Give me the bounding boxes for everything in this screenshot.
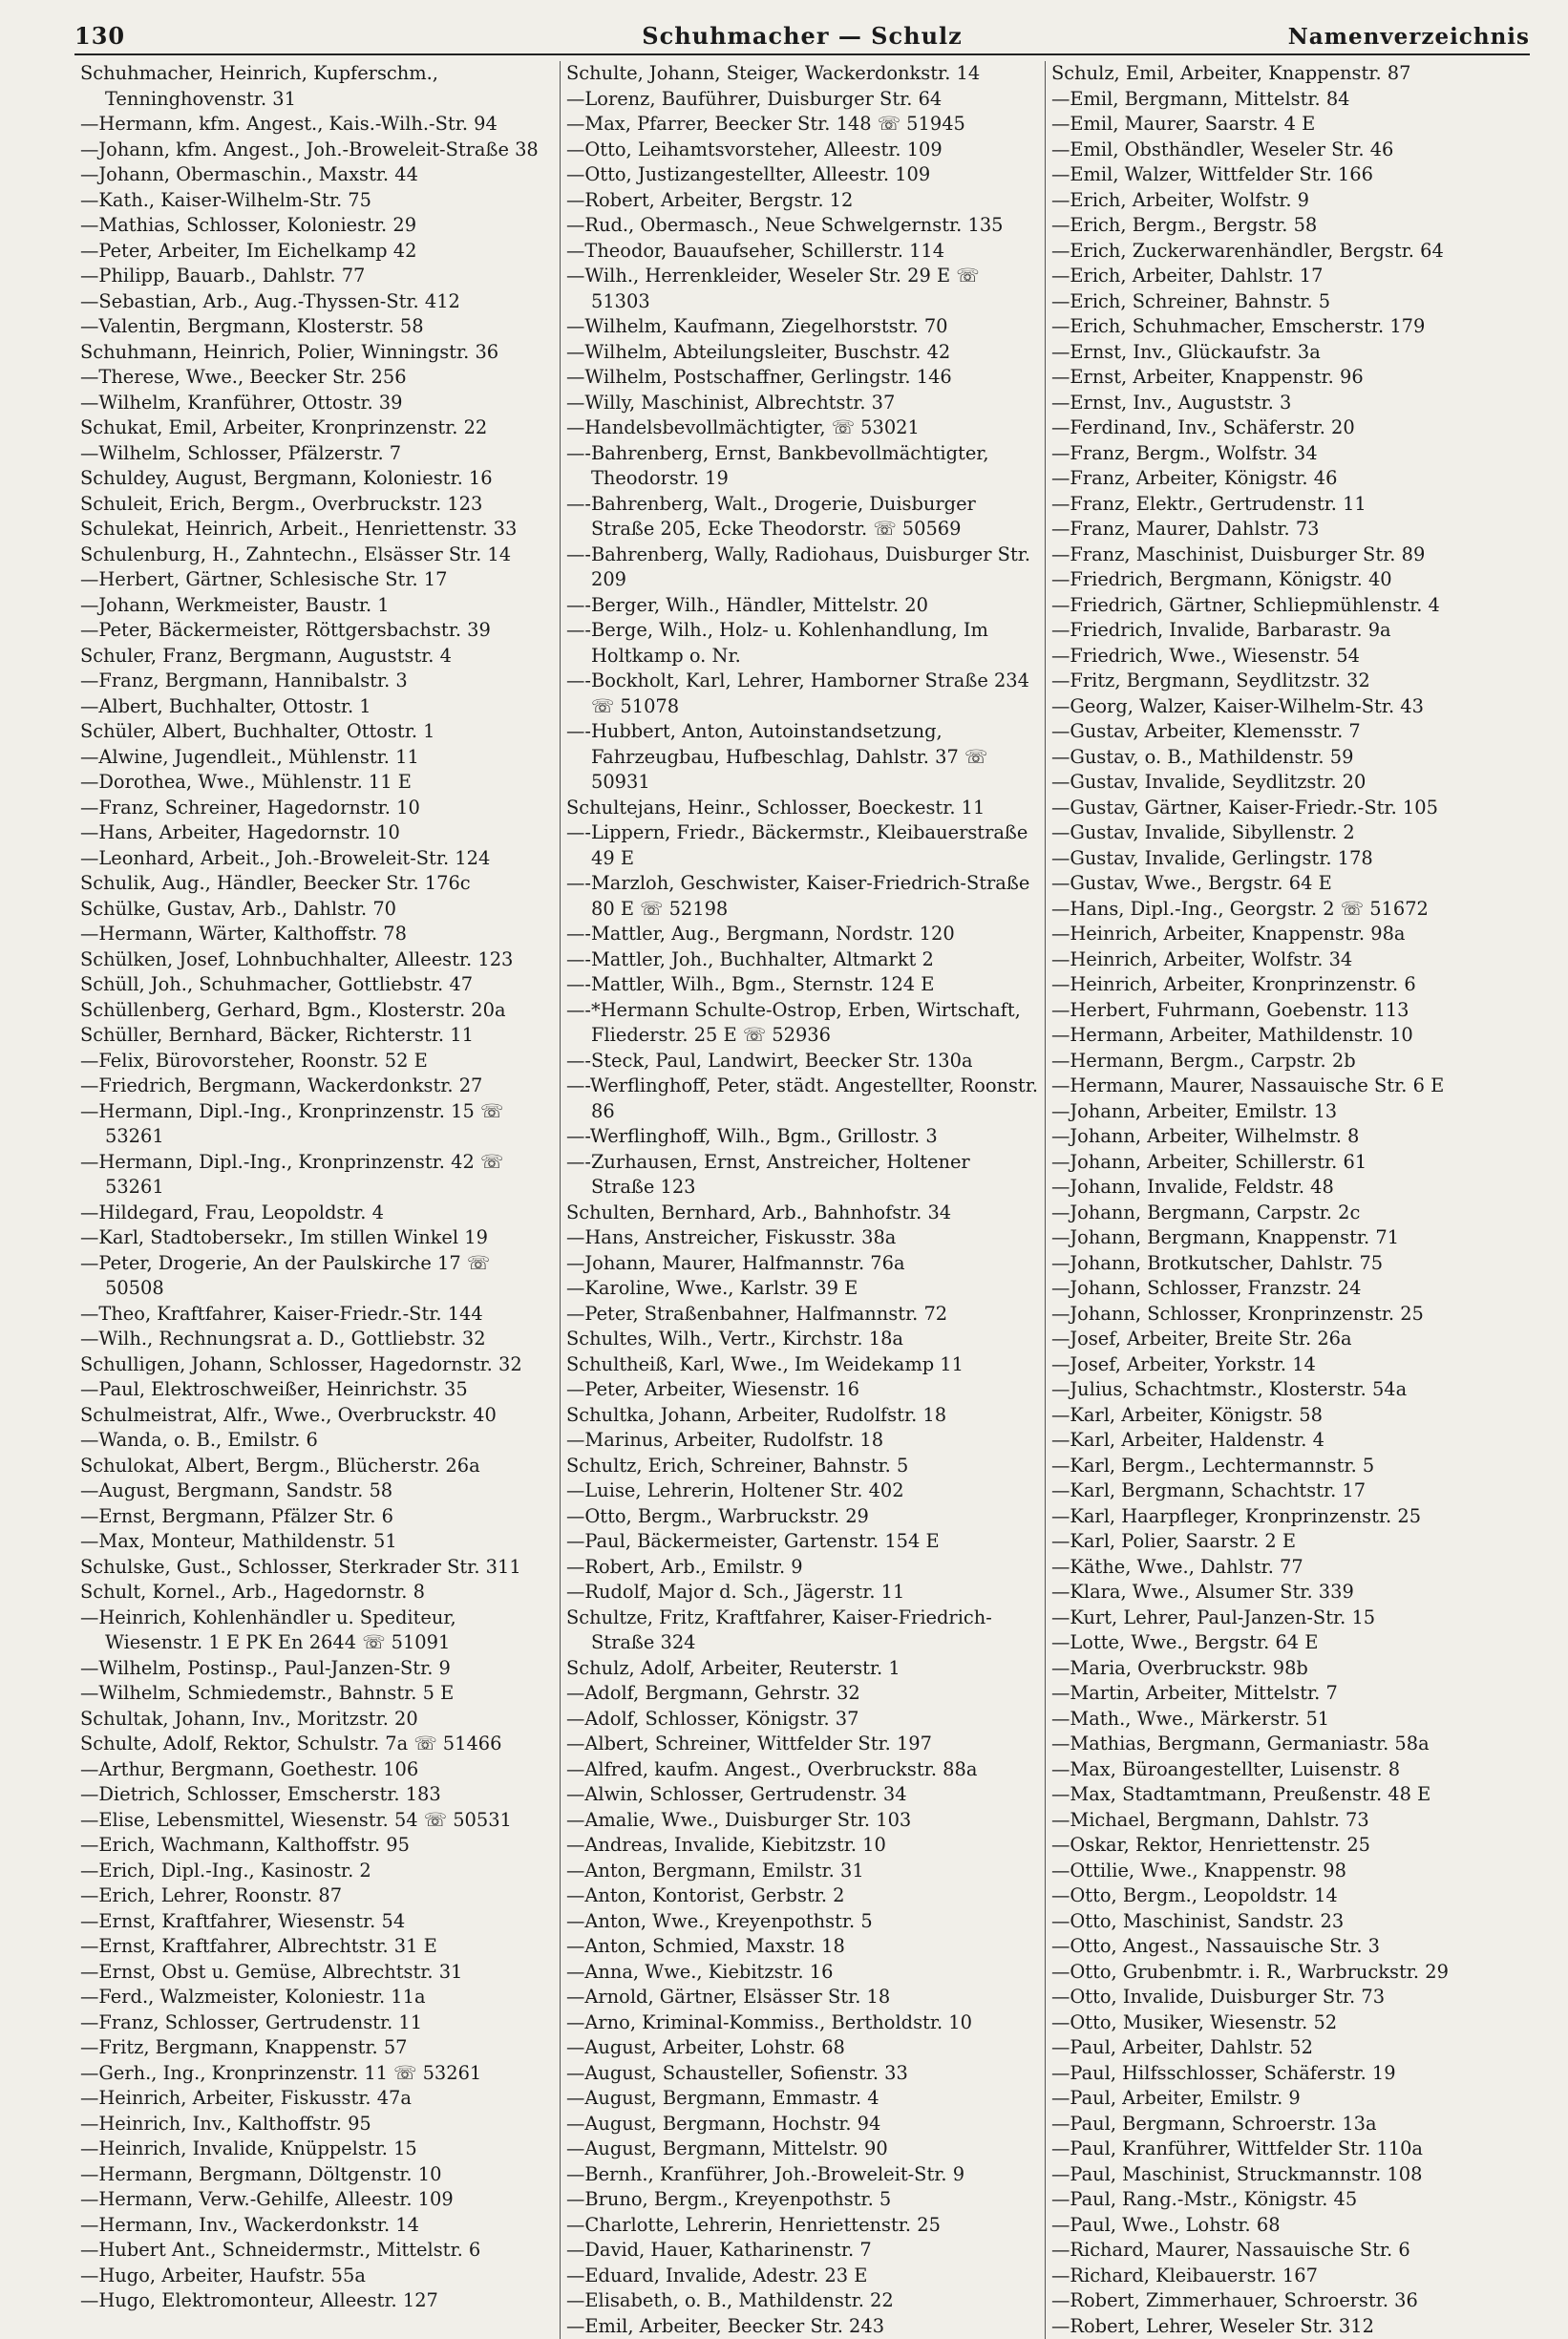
directory-entry: Schulz, Emil, Arbeiter, Knappenstr. 87 [1051, 61, 1524, 87]
directory-entry: —-Mattler, Aug., Bergmann, Nordstr. 120 [566, 922, 1039, 947]
directory-entry: —Rud., Obermasch., Neue Schwelgernstr. 135 [566, 213, 1039, 239]
directory-entry: —Karoline, Wwe., Karlstr. 39 E [566, 1276, 1039, 1302]
directory-entry: —Franz, Schreiner, Hagedornstr. 10 [80, 796, 554, 821]
directory-entry: —August, Bergmann, Hochstr. 94 [566, 2112, 1039, 2137]
directory-entry: —Johann, Schlosser, Kronprinzenstr. 25 [1051, 1302, 1524, 1328]
directory-entry: —Wilh., Rechnungsrat a. D., Gottliebstr. 32 [80, 1327, 554, 1352]
directory-entry: Schüller, Bernhard, Bäcker, Richterstr. 11 [80, 1023, 554, 1049]
directory-entry: —Hermann, Dipl.-Ing., Kronprinzenstr. 42 ☏ 53261 [80, 1150, 554, 1201]
directory-entry: —Richard, Maurer, Nassauische Str. 6 [1051, 2238, 1524, 2264]
directory-entry: —Johann, Schlosser, Franzstr. 24 [1051, 1276, 1524, 1302]
directory-entry: —Eduard, Invalide, Adestr. 23 E [566, 2264, 1039, 2289]
directory-entry: —Heinrich, Kohlenhändler u. Spediteur, Wiesenstr. 1 E PK En 2644 ☏ 51091 [80, 1605, 554, 1656]
directory-entry: —Bernh., Kranführer, Joh.-Broweleit-Str. 9 [566, 2162, 1039, 2188]
directory-entry: —August, Bergmann, Mittelstr. 90 [566, 2137, 1039, 2162]
directory-entry: —Johann, Maurer, Halfmannstr. 76a [566, 1251, 1039, 1277]
directory-entry: —Otto, Invalide, Duisburger Str. 73 [1051, 1985, 1524, 2010]
directory-entry: —-Zurhausen, Ernst, Anstreicher, Holtener Straße 123 [566, 1150, 1039, 1201]
directory-entry: —Wilhelm, Kaufmann, Ziegelhorststr. 70 [566, 314, 1039, 340]
directory-entry: Schultheiß, Karl, Wwe., Im Weidekamp 11 [566, 1352, 1039, 1378]
directory-entry: —Erich, Schuhmacher, Emscherstr. 179 [1051, 314, 1524, 340]
directory-column-1 [74, 61, 560, 2339]
directory-entry: —-Bahrenberg, Ernst, Bankbevollmächtigter, Theodorstr. 19 [566, 441, 1039, 492]
directory-entry: —Hermann, kfm. Angest., Kais.-Wilh.-Str. 94 [80, 112, 554, 138]
directory-entry: —Arnold, Gärtner, Elsässer Str. 18 [566, 1985, 1039, 2010]
directory-entry: Schuler, Franz, Bergmann, Auguststr. 4 [80, 644, 554, 670]
directory-entry: —Franz, Arbeiter, Königstr. 46 [1051, 466, 1524, 492]
directory-entry: —Karl, Bergm., Lechtermannstr. 5 [1051, 1454, 1524, 1479]
directory-entry: —Marinus, Arbeiter, Rudolfstr. 18 [566, 1428, 1039, 1454]
directory-entry: —Bruno, Bergm., Kreyenpothstr. 5 [566, 2187, 1039, 2213]
directory-entry: —Ernst, Obst u. Gemüse, Albrechtstr. 31 [80, 1960, 554, 1986]
directory-entry: Schultz, Erich, Schreiner, Bahnstr. 5 [566, 1454, 1039, 1479]
directory-entry: —Paul, Maschinist, Struckmannstr. 108 [1051, 2162, 1524, 2188]
directory-entry: —Maria, Overbruckstr. 98b [1051, 1656, 1524, 1682]
directory-entry: —Hermann, Arbeiter, Mathildenstr. 10 [1051, 1023, 1524, 1049]
directory-entry: Schulekat, Heinrich, Arbeit., Henriettenstr. 33 [80, 517, 554, 542]
directory-entry: —August, Schausteller, Sofienstr. 33 [566, 2061, 1039, 2087]
directory-entry: Schuhmacher, Heinrich, Kupferschm., Tenninghovenstr. 31 [80, 61, 554, 112]
directory-entry: —Dorothea, Wwe., Mühlenstr. 11 E [80, 770, 554, 796]
directory-entry: —-Werflinghoff, Peter, städt. Angestellter, Roonstr. 86 [566, 1074, 1039, 1124]
directory-entry: —Math., Wwe., Märkerstr. 51 [1051, 1707, 1524, 1733]
directory-entry: —Luise, Lehrerin, Holtener Str. 402 [566, 1478, 1039, 1504]
directory-entry: —-Marzloh, Geschwister, Kaiser-Friedrich-Straße 80 E ☏ 52198 [566, 871, 1039, 922]
directory-entry: —Peter, Drogerie, An der Paulskirche 17 ☏ 50508 [80, 1251, 554, 1302]
directory-entry: Schultka, Johann, Arbeiter, Rudolfstr. 18 [566, 1403, 1039, 1429]
directory-entry: —Karl, Bergmann, Schachtstr. 17 [1051, 1478, 1524, 1504]
directory-entry: —Julius, Schachtmstr., Klosterstr. 54a [1051, 1377, 1524, 1403]
directory-entry: —Friedrich, Wwe., Wiesenstr. 54 [1051, 644, 1524, 670]
directory-entry: —Mathias, Schlosser, Koloniestr. 29 [80, 213, 554, 239]
directory-entry: —Max, Pfarrer, Beecker Str. 148 ☏ 51945 [566, 112, 1039, 138]
directory-entry: —Hugo, Arbeiter, Haufstr. 55a [80, 2264, 554, 2289]
directory-entry: —Otto, Bergm., Leopoldstr. 14 [1051, 1883, 1524, 1909]
directory-entry: —Franz, Bergm., Wolfstr. 34 [1051, 441, 1524, 467]
directory-entry: —Gustav, Wwe., Bergstr. 64 E [1051, 871, 1524, 897]
directory-entry: —Handelsbevollmächtigter, ☏ 53021 [566, 415, 1039, 441]
directory-entry: —Heinrich, Arbeiter, Knappenstr. 98a [1051, 922, 1524, 947]
directory-entry: —Johann, Invalide, Feldstr. 48 [1051, 1175, 1524, 1201]
directory-entry: Schulske, Gust., Schlosser, Sterkrader Str. 311 [80, 1555, 554, 1581]
directory-entry: —Herbert, Fuhrmann, Goebenstr. 113 [1051, 998, 1524, 1024]
directory-entry: —Albert, Schreiner, Wittfelder Str. 197 [566, 1732, 1039, 1757]
directory-entry: —Sebastian, Arb., Aug.-Thyssen-Str. 412 [80, 289, 554, 315]
directory-entry: —Otto, Angest., Nassauische Str. 3 [1051, 1934, 1524, 1960]
directory-entry: —Hermann, Verw.-Gehilfe, Alleestr. 109 [80, 2187, 554, 2213]
directory-entry: —Valentin, Bergmann, Klosterstr. 58 [80, 314, 554, 340]
directory-entry: —Hermann, Bergm., Carpstr. 2b [1051, 1049, 1524, 1074]
directory-entry: —Johann, Brotkutscher, Dahlstr. 75 [1051, 1251, 1524, 1277]
directory-entry: —Alwine, Jugendleit., Mühlenstr. 11 [80, 745, 554, 771]
directory-entry: Schuhmann, Heinrich, Polier, Winningstr. 36 [80, 340, 554, 366]
directory-entry: Schulligen, Johann, Schlosser, Hagedornstr. 32 [80, 1352, 554, 1378]
directory-entry: —-Mattler, Wilh., Bgm., Sternstr. 124 E [566, 972, 1039, 998]
directory-entry: —Erich, Bergm., Bergstr. 58 [1051, 213, 1524, 239]
page-header [74, 17, 1530, 55]
directory-entry: —Johann, Werkmeister, Baustr. 1 [80, 593, 554, 619]
directory-entry: —Erich, Lehrer, Roonstr. 87 [80, 1883, 554, 1909]
directory-entry: —Friedrich, Gärtner, Schliepmühlenstr. 4 [1051, 593, 1524, 619]
directory-entry: —Heinrich, Arbeiter, Kronprinzenstr. 6 [1051, 972, 1524, 998]
directory-columns [74, 61, 1530, 2339]
directory-entry: —Gustav, o. B., Mathildenstr. 59 [1051, 745, 1524, 771]
directory-entry: Schulmeistrat, Alfr., Wwe., Overbruckstr. 40 [80, 1403, 554, 1429]
directory-entry: Schultejans, Heinr., Schlosser, Boeckestr. 11 [566, 796, 1039, 821]
directory-entry: —Philipp, Bauarb., Dahlstr. 77 [80, 264, 554, 289]
directory-entry: —Wilhelm, Schlosser, Pfälzerstr. 7 [80, 441, 554, 467]
directory-entry: —Lotte, Wwe., Bergstr. 64 E [1051, 1630, 1524, 1656]
directory-entry: —Ernst, Bergmann, Pfälzer Str. 6 [80, 1504, 554, 1530]
directory-entry: Schultes, Wilh., Vertr., Kirchstr. 18a [566, 1327, 1039, 1352]
directory-entry: Schuldey, August, Bergmann, Koloniestr. 16 [80, 466, 554, 492]
directory-entry: Schultze, Fritz, Kraftfahrer, Kaiser-Friedrich-Straße 324 [566, 1605, 1039, 1656]
directory-entry: —Klara, Wwe., Alsumer Str. 339 [1051, 1580, 1524, 1605]
directory-entry: —Hans, Dipl.-Ing., Georgstr. 2 ☏ 51672 [1051, 897, 1524, 923]
directory-entry: —Paul, Kranführer, Wittfelder Str. 110a [1051, 2137, 1524, 2162]
directory-entry: Schulte, Adolf, Rektor, Schulstr. 7a ☏ 51466 [80, 1732, 554, 1757]
directory-entry: —Lorenz, Bauführer, Duisburger Str. 64 [566, 87, 1039, 113]
directory-entry: Schulenburg, H., Zahntechn., Elsässer Str. 14 [80, 542, 554, 568]
directory-entry: —Johann, Arbeiter, Emilstr. 13 [1051, 1099, 1524, 1125]
directory-entry: —Erich, Arbeiter, Wolfstr. 9 [1051, 188, 1524, 214]
directory-entry: —Kath., Kaiser-Wilhelm-Str. 75 [80, 188, 554, 214]
directory-entry: —Franz, Maschinist, Duisburger Str. 89 [1051, 542, 1524, 568]
directory-entry: —Willy, Maschinist, Albrechtstr. 37 [566, 391, 1039, 416]
directory-entry: —Amalie, Wwe., Duisburger Str. 103 [566, 1808, 1039, 1834]
directory-entry: —Martin, Arbeiter, Mittelstr. 7 [1051, 1681, 1524, 1707]
directory-entry: —Wilhelm, Postschaffner, Gerlingstr. 146 [566, 365, 1039, 391]
directory-entry: —-Bahrenberg, Walt., Drogerie, Duisburger Straße 205, Ecke Theodorstr. ☏ 50569 [566, 492, 1039, 542]
directory-entry: —Karl, Polier, Saarstr. 2 E [1051, 1529, 1524, 1555]
directory-entry: —Elisabeth, o. B., Mathildenstr. 22 [566, 2288, 1039, 2314]
directory-entry: —Otto, Grubenbmtr. i. R., Warbruckstr. 29 [1051, 1960, 1524, 1986]
directory-column-2 [560, 61, 1045, 2339]
directory-entry: —Wanda, o. B., Emilstr. 6 [80, 1428, 554, 1454]
directory-entry: —Erich, Dipl.-Ing., Kasinostr. 2 [80, 1859, 554, 1884]
directory-entry: —Käthe, Wwe., Dahlstr. 77 [1051, 1555, 1524, 1581]
directory-entry: —Franz, Bergmann, Hannibalstr. 3 [80, 669, 554, 694]
directory-entry: —Hermann, Dipl.-Ing., Kronprinzenstr. 15 ☏ 53261 [80, 1099, 554, 1150]
directory-entry: —-Berge, Wilh., Holz- u. Kohlenhandlung, Im Holtkamp o. Nr. [566, 618, 1039, 669]
directory-entry: Schülken, Josef, Lohnbuchhalter, Alleestr. 123 [80, 947, 554, 973]
directory-entry: —Ernst, Inv., Auguststr. 3 [1051, 391, 1524, 416]
directory-entry: —Erich, Arbeiter, Dahlstr. 17 [1051, 264, 1524, 289]
directory-entry: —Otto, Justizangestellter, Alleestr. 109 [566, 162, 1039, 188]
directory-entry: —Arthur, Bergmann, Goethestr. 106 [80, 1757, 554, 1783]
directory-entry: —Adolf, Schlosser, Königstr. 37 [566, 1707, 1039, 1733]
running-title: Schuhmacher — Schulz [642, 22, 963, 50]
directory-entry: —Ernst, Inv., Glückaufstr. 3a [1051, 340, 1524, 366]
directory-entry: —Max, Büroangestellter, Luisenstr. 8 [1051, 1757, 1524, 1783]
directory-entry: —Max, Monteur, Mathildenstr. 51 [80, 1529, 554, 1555]
directory-entry: —Wilhelm, Schmiedemstr., Bahnstr. 5 E [80, 1681, 554, 1707]
directory-entry: —Franz, Maurer, Dahlstr. 73 [1051, 517, 1524, 542]
directory-entry: —Franz, Elektr., Gertrudenstr. 11 [1051, 492, 1524, 518]
directory-entry: —Fritz, Bergmann, Seydlitzstr. 32 [1051, 669, 1524, 694]
directory-entry: —Ernst, Kraftfahrer, Albrechtstr. 31 E [80, 1934, 554, 1960]
directory-entry: —Paul, Bergmann, Schroerstr. 13a [1051, 2112, 1524, 2137]
directory-entry: —Richard, Kleibauerstr. 167 [1051, 2264, 1524, 2289]
directory-entry: —Alwin, Schlosser, Gertrudenstr. 34 [566, 1782, 1039, 1808]
directory-entry: —Felix, Bürovorsteher, Roonstr. 52 E [80, 1049, 554, 1074]
directory-entry: —Gustav, Invalide, Seydlitzstr. 20 [1051, 770, 1524, 796]
directory-entry: —Otto, Musiker, Wiesenstr. 52 [1051, 2010, 1524, 2036]
directory-entry: —Hildegard, Frau, Leopoldstr. 4 [80, 1201, 554, 1226]
directory-entry: Schulte, Johann, Steiger, Wackerdonkstr. 14 [566, 61, 1039, 87]
directory-entry: —Ferd., Walzmeister, Koloniestr. 11a [80, 1985, 554, 2010]
directory-entry: —Gustav, Invalide, Gerlingstr. 178 [1051, 846, 1524, 872]
directory-entry: —Heinrich, Arbeiter, Wolfstr. 34 [1051, 947, 1524, 973]
page-number: 130 [74, 22, 125, 50]
directory-entry: —Otto, Maschinist, Sandstr. 23 [1051, 1909, 1524, 1935]
directory-entry: —Johann, Arbeiter, Wilhelmstr. 8 [1051, 1124, 1524, 1150]
directory-entry: —Robert, Arbeiter, Bergstr. 12 [566, 188, 1039, 214]
directory-entry: —Wilhelm, Postinsp., Paul-Janzen-Str. 9 [80, 1656, 554, 1682]
directory-entry: —-*Hermann Schulte-Ostrop, Erben, Wirtschaft, Fliederstr. 25 E ☏ 52936 [566, 998, 1039, 1049]
directory-entry: —Emil, Bergmann, Mittelstr. 84 [1051, 87, 1524, 113]
directory-entry: —Emil, Obsthändler, Weseler Str. 46 [1051, 138, 1524, 163]
directory-entry: —Adolf, Bergmann, Gehrstr. 32 [566, 1681, 1039, 1707]
directory-entry: —Friedrich, Bergmann, Wackerdonkstr. 27 [80, 1074, 554, 1099]
directory-entry: —Wilh., Herrenkleider, Weseler Str. 29 E ☏ 51303 [566, 264, 1039, 314]
directory-entry: Schuleit, Erich, Bergm., Overbruckstr. 123 [80, 492, 554, 518]
directory-entry: —-Bahrenberg, Wally, Radiohaus, Duisburger Str. 209 [566, 542, 1039, 593]
directory-entry: —Max, Stadtamtmann, Preußenstr. 48 E [1051, 1782, 1524, 1808]
directory-entry: —Karl, Stadtobersekr., Im stillen Winkel 19 [80, 1225, 554, 1251]
directory-entry: —Paul, Hilfsschlosser, Schäferstr. 19 [1051, 2061, 1524, 2087]
directory-entry: Schulten, Bernhard, Arb., Bahnhofstr. 34 [566, 1201, 1039, 1226]
directory-entry: —-Lippern, Friedr., Bäckermstr., Kleibauerstraße 49 E [566, 820, 1039, 871]
directory-entry: —Rudolf, Major d. Sch., Jägerstr. 11 [566, 1580, 1039, 1605]
directory-entry: —Peter, Bäckermeister, Röttgersbachstr. 39 [80, 618, 554, 644]
directory-entry: —Theo, Kraftfahrer, Kaiser-Friedr.-Str. 144 [80, 1302, 554, 1328]
directory-entry: —Friedrich, Bergmann, Königstr. 40 [1051, 567, 1524, 593]
directory-entry: —Paul, Elektroschweißer, Heinrichstr. 35 [80, 1377, 554, 1403]
directory-entry: —Albert, Buchhalter, Ottostr. 1 [80, 694, 554, 720]
directory-entry: —Mathias, Bergmann, Germaniastr. 58a [1051, 1732, 1524, 1757]
directory-entry: —Emil, Arbeiter, Beecker Str. 243 [566, 2314, 1039, 2339]
directory-entry: —Robert, Lehrer, Weseler Str. 312 [1051, 2314, 1524, 2339]
directory-entry: —Ernst, Kraftfahrer, Wiesenstr. 54 [80, 1909, 554, 1935]
directory-entry: —Elise, Lebensmittel, Wiesenstr. 54 ☏ 50531 [80, 1808, 554, 1834]
directory-entry: —Gerh., Ing., Kronprinzenstr. 11 ☏ 53261 [80, 2061, 554, 2087]
directory-entry: —-Bockholt, Karl, Lehrer, Hamborner Straße 234 ☏ 51078 [566, 669, 1039, 719]
directory-entry: —Hermann, Maurer, Nassauische Str. 6 E [1051, 1074, 1524, 1099]
directory-entry: —Andreas, Invalide, Kiebitzstr. 10 [566, 1833, 1039, 1859]
directory-entry: —Anton, Wwe., Kreyenpothstr. 5 [566, 1909, 1039, 1935]
directory-entry: —Paul, Arbeiter, Dahlstr. 52 [1051, 2035, 1524, 2061]
directory-entry: —Charlotte, Lehrerin, Henriettenstr. 25 [566, 2213, 1039, 2239]
directory-entry: —Therese, Wwe., Beecker Str. 256 [80, 365, 554, 391]
directory-entry: Schultak, Johann, Inv., Moritzstr. 20 [80, 1707, 554, 1733]
directory-entry: —Hermann, Bergmann, Döltgenstr. 10 [80, 2162, 554, 2188]
directory-entry: —Herbert, Gärtner, Schlesische Str. 17 [80, 567, 554, 593]
directory-entry: —Alfred, kaufm. Angest., Overbruckstr. 88a [566, 1757, 1039, 1783]
directory-entry: Schulz, Adolf, Arbeiter, Reuterstr. 1 [566, 1656, 1039, 1682]
directory-entry: —Emil, Walzer, Wittfelder Str. 166 [1051, 162, 1524, 188]
directory-entry: —Gustav, Arbeiter, Klemensstr. 7 [1051, 719, 1524, 745]
directory-entry: —Hugo, Elektromonteur, Alleestr. 127 [80, 2288, 554, 2314]
directory-entry: —Johann, Bergmann, Knappenstr. 71 [1051, 1225, 1524, 1251]
directory-entry: —Karl, Arbeiter, Haldenstr. 4 [1051, 1428, 1524, 1454]
directory-entry: —Emil, Maurer, Saarstr. 4 E [1051, 112, 1524, 138]
directory-entry: —Franz, Schlosser, Gertrudenstr. 11 [80, 2010, 554, 2036]
directory-entry: Schüllenberg, Gerhard, Bgm., Klosterstr. 20a [80, 998, 554, 1024]
directory-entry: —Erich, Wachmann, Kalthoffstr. 95 [80, 1833, 554, 1859]
directory-entry: —Hans, Arbeiter, Hagedornstr. 10 [80, 820, 554, 846]
directory-entry: —Arno, Kriminal-Kommiss., Bertholdstr. 10 [566, 2010, 1039, 2036]
directory-entry: —Robert, Zimmerhauer, Schroerstr. 36 [1051, 2288, 1524, 2314]
directory-entry: —Hermann, Wärter, Kalthoffstr. 78 [80, 922, 554, 947]
directory-entry: —Anton, Bergmann, Emilstr. 31 [566, 1859, 1039, 1884]
directory-entry: Schulokat, Albert, Bergm., Blücherstr. 26a [80, 1454, 554, 1479]
directory-entry: —Josef, Arbeiter, Breite Str. 26a [1051, 1327, 1524, 1352]
directory-entry: —Wilhelm, Kranführer, Ottostr. 39 [80, 391, 554, 416]
directory-entry: —-Steck, Paul, Landwirt, Beecker Str. 130a [566, 1049, 1039, 1074]
directory-entry: —Karl, Haarpfleger, Kronprinzenstr. 25 [1051, 1504, 1524, 1530]
directory-entry: —Karl, Arbeiter, Königstr. 58 [1051, 1403, 1524, 1429]
directory-entry: —Ferdinand, Inv., Schäferstr. 20 [1051, 415, 1524, 441]
directory-entry: Schüll, Joh., Schuhmacher, Gottliebstr. 47 [80, 972, 554, 998]
directory-entry: —Heinrich, Invalide, Knüppelstr. 15 [80, 2137, 554, 2162]
directory-entry: —-Werflinghoff, Wilh., Bgm., Grillostr. 3 [566, 1124, 1039, 1150]
directory-entry: —David, Hauer, Katharinenstr. 7 [566, 2238, 1039, 2264]
directory-entry: —Peter, Arbeiter, Wiesenstr. 16 [566, 1377, 1039, 1403]
directory-entry: —Paul, Rang.-Mstr., Königstr. 45 [1051, 2187, 1524, 2213]
directory-entry: —Erich, Zuckerwarenhändler, Bergstr. 64 [1051, 239, 1524, 265]
directory-entry: —Theodor, Bauaufseher, Schillerstr. 114 [566, 239, 1039, 265]
directory-entry: —August, Arbeiter, Lohstr. 68 [566, 2035, 1039, 2061]
directory-entry: —Georg, Walzer, Kaiser-Wilhelm-Str. 43 [1051, 694, 1524, 720]
directory-entry: —Paul, Arbeiter, Emilstr. 9 [1051, 2086, 1524, 2112]
directory-entry: —Peter, Arbeiter, Im Eichelkamp 42 [80, 239, 554, 265]
directory-entry: —Johann, Obermaschin., Maxstr. 44 [80, 162, 554, 188]
directory-entry: —Fritz, Bergmann, Knappenstr. 57 [80, 2035, 554, 2061]
directory-entry: —Josef, Arbeiter, Yorkstr. 14 [1051, 1352, 1524, 1378]
directory-entry: —Hans, Anstreicher, Fiskusstr. 38a [566, 1225, 1039, 1251]
directory-entry: Schukat, Emil, Arbeiter, Kronprinzenstr. 22 [80, 415, 554, 441]
directory-entry: —Heinrich, Arbeiter, Fiskusstr. 47a [80, 2086, 554, 2112]
directory-column-3 [1045, 61, 1530, 2339]
directory-entry: —Anton, Kontorist, Gerbstr. 2 [566, 1883, 1039, 1909]
directory-entry: —Kurt, Lehrer, Paul-Janzen-Str. 15 [1051, 1605, 1524, 1631]
directory-entry: —August, Bergmann, Emmastr. 4 [566, 2086, 1039, 2112]
directory-entry: —-Hubbert, Anton, Autoinstandsetzung, Fahrzeugbau, Hufbeschlag, Dahlstr. 37 ☏ 50931 [566, 719, 1039, 796]
directory-entry: —Leonhard, Arbeit., Joh.-Broweleit-Str. 124 [80, 846, 554, 872]
directory-entry: Schüler, Albert, Buchhalter, Ottostr. 1 [80, 719, 554, 745]
section-title: Namenverzeichnis [1288, 24, 1530, 50]
directory-entry: —Otto, Leihamtsvorsteher, Alleestr. 109 [566, 138, 1039, 163]
directory-entry: —-Mattler, Joh., Buchhalter, Altmarkt 2 [566, 947, 1039, 973]
directory-entry: —Paul, Wwe., Lohstr. 68 [1051, 2213, 1524, 2239]
directory-entry: —August, Bergmann, Sandstr. 58 [80, 1478, 554, 1504]
directory-entry: —Oskar, Rektor, Henriettenstr. 25 [1051, 1833, 1524, 1859]
directory-entry: Schulik, Aug., Händler, Beecker Str. 176c [80, 871, 554, 897]
directory-entry: —Paul, Bäckermeister, Gartenstr. 154 E [566, 1529, 1039, 1555]
directory-entry: —Johann, Bergmann, Carpstr. 2c [1051, 1201, 1524, 1226]
directory-entry: —Heinrich, Inv., Kalthoffstr. 95 [80, 2112, 554, 2137]
directory-entry: —-Berger, Wilh., Händler, Mittelstr. 20 [566, 593, 1039, 619]
directory-entry: —Anna, Wwe., Kiebitzstr. 16 [566, 1960, 1039, 1986]
directory-entry: —Dietrich, Schlosser, Emscherstr. 183 [80, 1782, 554, 1808]
directory-entry: —Hubert Ant., Schneidermstr., Mittelstr. 6 [80, 2238, 554, 2264]
directory-entry: Schülke, Gustav, Arb., Dahlstr. 70 [80, 897, 554, 923]
directory-entry: —Michael, Bergmann, Dahlstr. 73 [1051, 1808, 1524, 1834]
directory-entry: —Ottilie, Wwe., Knappenstr. 98 [1051, 1859, 1524, 1884]
directory-entry: —Gustav, Gärtner, Kaiser-Friedr.-Str. 105 [1051, 796, 1524, 821]
directory-entry: —Otto, Bergm., Warbruckstr. 29 [566, 1504, 1039, 1530]
directory-entry: —Friedrich, Invalide, Barbarastr. 9a [1051, 618, 1524, 644]
directory-entry: —Johann, Arbeiter, Schillerstr. 61 [1051, 1150, 1524, 1176]
directory-entry: Schult, Kornel., Arb., Hagedornstr. 8 [80, 1580, 554, 1605]
directory-entry: —Wilhelm, Abteilungsleiter, Buschstr. 42 [566, 340, 1039, 366]
directory-entry: —Robert, Arb., Emilstr. 9 [566, 1555, 1039, 1581]
directory-entry: —Johann, kfm. Angest., Joh.-Broweleit-Straße 38 [80, 138, 554, 163]
directory-entry: —Erich, Schreiner, Bahnstr. 5 [1051, 289, 1524, 315]
directory-entry: —Anton, Schmied, Maxstr. 18 [566, 1934, 1039, 1960]
directory-entry: —Gustav, Invalide, Sibyllenstr. 2 [1051, 820, 1524, 846]
directory-entry: —Peter, Straßenbahner, Halfmannstr. 72 [566, 1302, 1039, 1328]
directory-entry: —Ernst, Arbeiter, Knappenstr. 96 [1051, 365, 1524, 391]
directory-entry: —Hermann, Inv., Wackerdonkstr. 14 [80, 2213, 554, 2239]
